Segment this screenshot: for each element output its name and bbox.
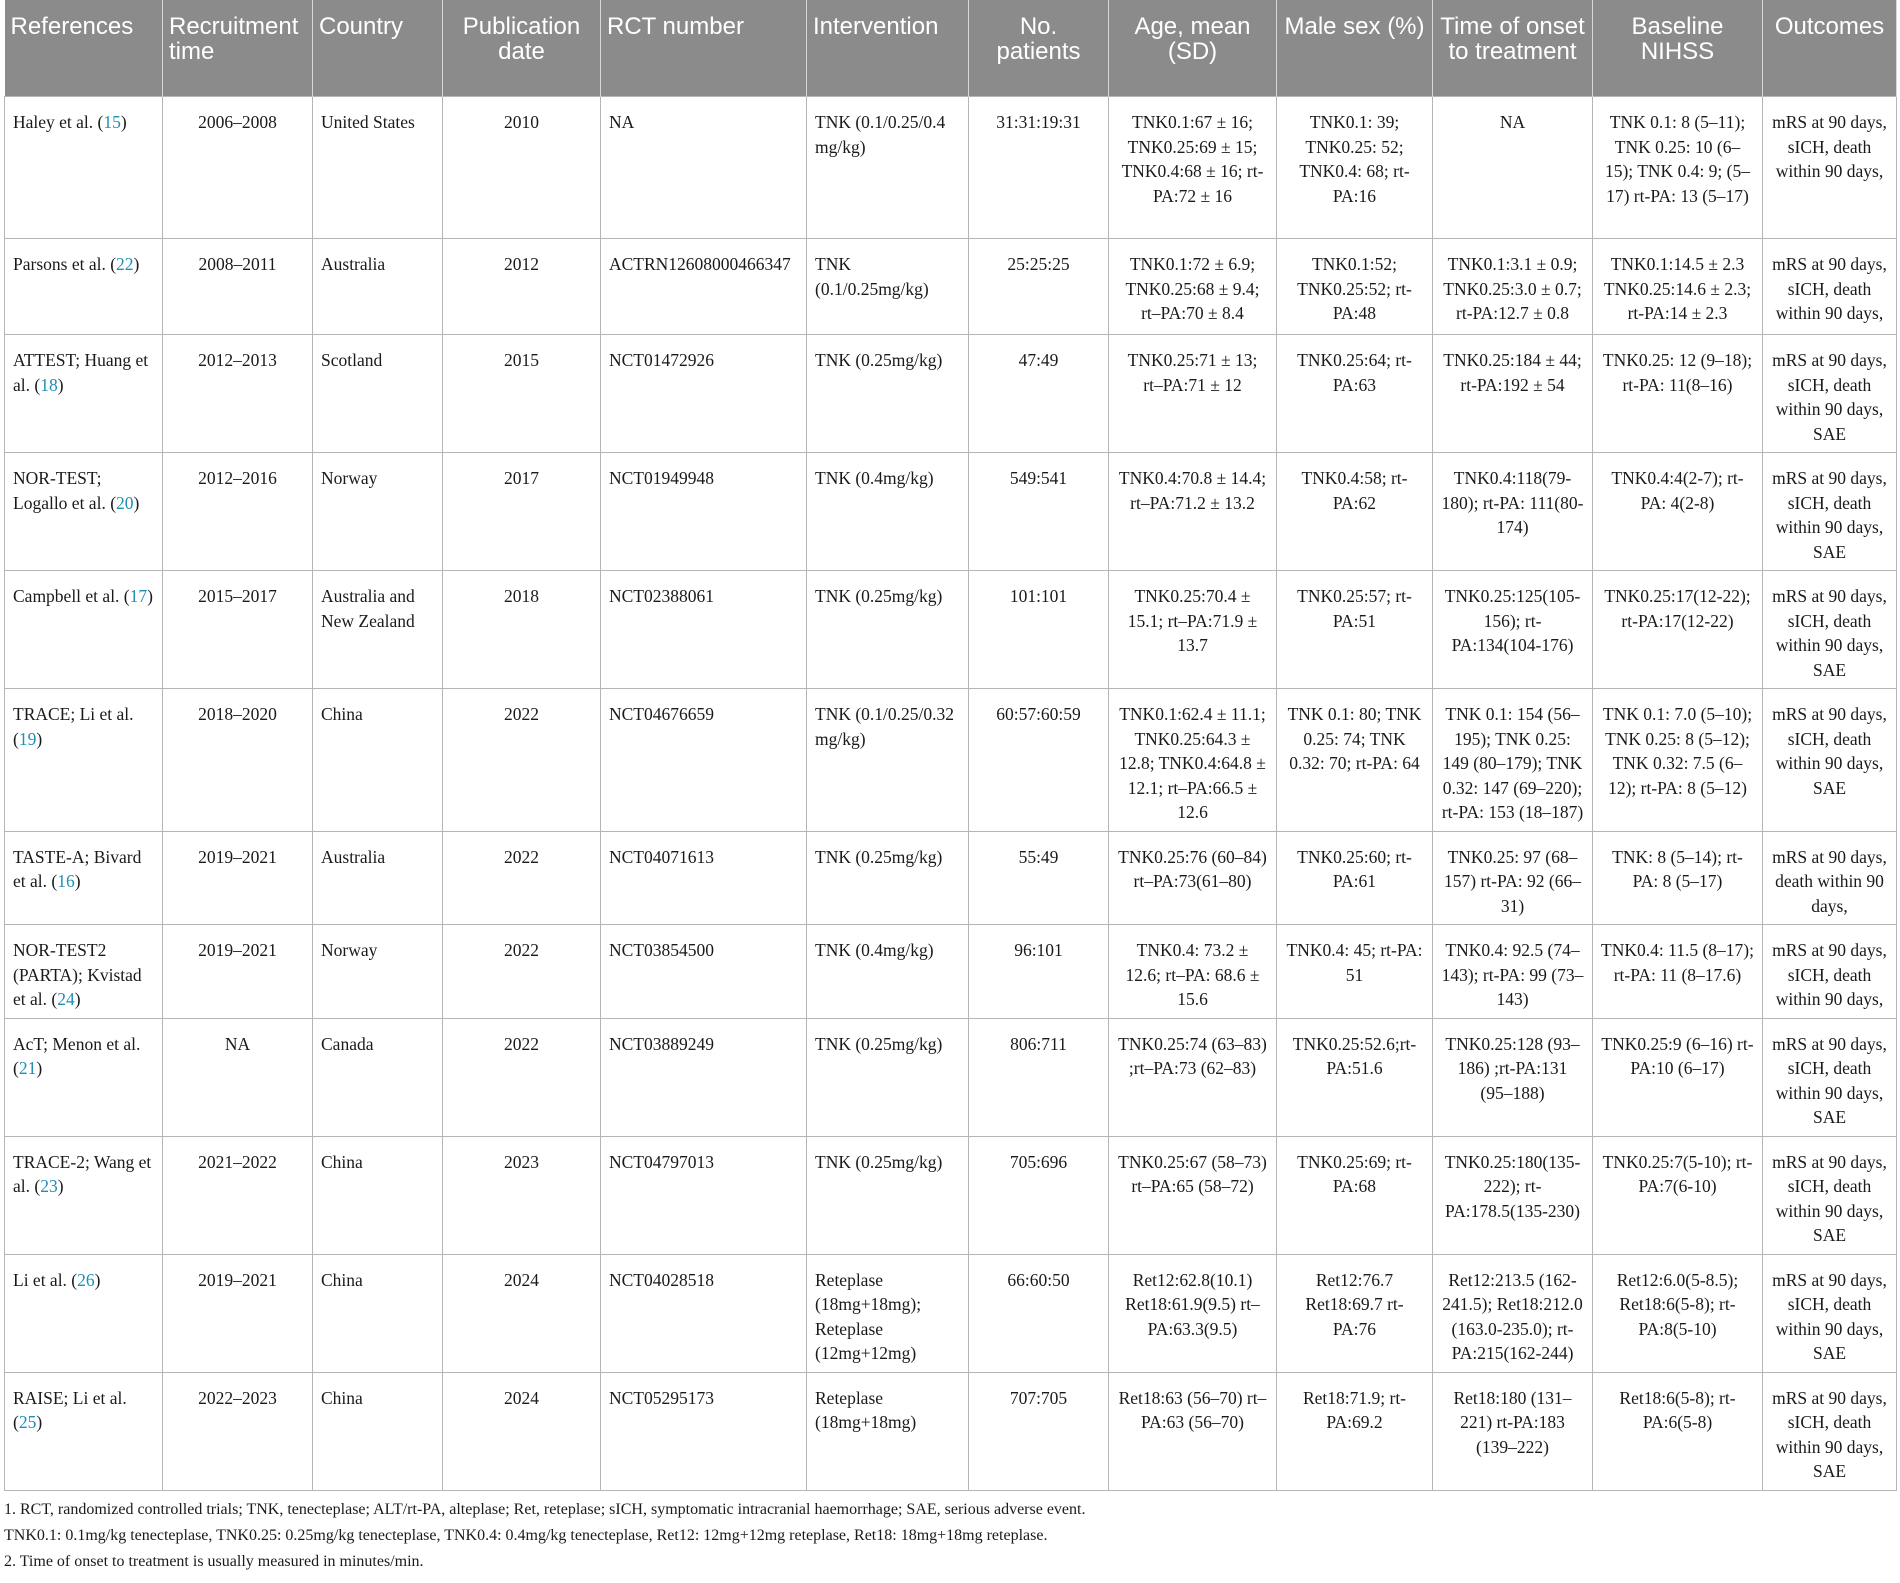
cell-age: TNK0.25:67 (58–73) rt–PA:65 (58–72) (1109, 1136, 1277, 1254)
cell-rct-number: NCT04028518 (601, 1254, 807, 1372)
cell-no-patients: 31:31:19:31 (969, 97, 1109, 239)
cell-no-patients: 549:541 (969, 453, 1109, 571)
cell-age: Ret18:63 (56–70) rt–PA:63 (56–70) (1109, 1372, 1277, 1490)
cell-rct-number: NCT02388061 (601, 571, 807, 689)
cell-age: TNK0.1:62.4 ± 11.1; TNK0.25:64.3 ± 12.8; TNK0.4:64.8 ± 12.1; rt–PA:66.5 ± 12.6 (1109, 689, 1277, 832)
cell-recruitment-time: 2008–2011 (163, 239, 313, 335)
reference-close-paren: ) (133, 254, 140, 274)
cell-publication-date: 2024 (443, 1254, 601, 1372)
cell-age: TNK0.4:70.8 ± 14.4; rt–PA:71.2 ± 13.2 (1109, 453, 1277, 571)
reference-close-paren: ) (36, 1412, 43, 1432)
cell-country: Canada (313, 1018, 443, 1136)
cell-publication-date: 2018 (443, 571, 601, 689)
cell-time-onset: TNK0.4: 92.5 (74–143); rt-PA: 99 (73–143) (1433, 925, 1593, 1019)
reference-text: NOR-TEST; Logallo et al. ( (13, 468, 117, 513)
cell-no-patients: 60:57:60:59 (969, 689, 1109, 832)
cell-country: Australia and New Zealand (313, 571, 443, 689)
cell-intervention: Reteplase (18mg+18mg) (807, 1372, 969, 1490)
cell-age: Ret12:62.8(10.1) Ret18:61.9(9.5) rt–PA:63.3(9.5) (1109, 1254, 1277, 1372)
col-header-rct-number: RCT number (601, 0, 807, 97)
cell-outcomes: mRS at 90 days, sICH, death within 90 days, SAE (1763, 1136, 1897, 1254)
cell-male-sex: TNK0.25:57; rt-PA:51 (1277, 571, 1433, 689)
reference-text: TRACE; Li et al. ( (13, 704, 134, 749)
cell-publication-date: 2010 (443, 97, 601, 239)
cell-reference (5, 571, 163, 689)
cell-intervention: TNK (0.1/0.25/0.4 mg/kg) (807, 97, 969, 239)
cell-country: United States (313, 97, 443, 239)
cell-male-sex: TNK0.1:52; TNK0.25:52; rt-PA:48 (1277, 239, 1433, 335)
cell-age: TNK0.25:74 (63–83) ;rt–PA:73 (62–83) (1109, 1018, 1277, 1136)
table-row (5, 1136, 1897, 1254)
cell-country: China (313, 1136, 443, 1254)
cell-reference (5, 831, 163, 925)
cell-baseline-nihss: TNK 0.1: 8 (5–11); TNK 0.25: 10 (6–15); TNK 0.4: 9; (5–17) rt-PA: 13 (5–17) (1593, 97, 1763, 239)
cell-time-onset: Ret12:213.5 (162-241.5); Ret18:212.0 (163.0-235.0); rt-PA:215(162-244) (1433, 1254, 1593, 1372)
table-row (5, 925, 1897, 1019)
cell-male-sex: Ret12:76.7 Ret18:69.7 rt-PA:76 (1277, 1254, 1433, 1372)
cell-outcomes: mRS at 90 days, sICH, death within 90 days, SAE (1763, 689, 1897, 832)
reference-close-paren: ) (147, 586, 153, 606)
cell-time-onset: Ret18:180 (131–221) rt-PA:183 (139–222) (1433, 1372, 1593, 1490)
cell-intervention: TNK (0.25mg/kg) (807, 335, 969, 453)
reference-close-paren: ) (36, 1058, 43, 1078)
cell-baseline-nihss: TNK0.1:14.5 ± 2.3 TNK0.25:14.6 ± 2.3; rt-PA:14 ± 2.3 (1593, 239, 1763, 335)
reference-close-paren: ) (94, 1269, 101, 1290)
reference-text: ATTEST; Huang et al. ( (13, 350, 149, 395)
reference-close-paren: ) (74, 989, 81, 1009)
cell-time-onset: TNK0.25:125(105-156); rt-PA:134(104-176) (1433, 571, 1593, 689)
table-row (5, 571, 1897, 689)
cell-baseline-nihss: TNK0.25:7(5-10); rt-PA:7(6-10) (1593, 1136, 1763, 1254)
cell-recruitment-time: 2021–2022 (163, 1136, 313, 1254)
footnote-abbreviations: 1. RCT, randomized controlled trials; TNK, tenecteplase; ALT/rt-PA, alteplase; Ret, reteplase; sICH, symptomatic intracranial haemorrhage; SAE, serious adverse event. (4, 1501, 1086, 1518)
cell-rct-number: NA (601, 97, 807, 239)
cell-intervention: TNK (0.25mg/kg) (807, 1136, 969, 1254)
table-row (5, 97, 1897, 239)
cell-reference (5, 1372, 163, 1490)
cell-no-patients: 25:25:25 (969, 239, 1109, 335)
cell-male-sex: TNK0.25:64; rt-PA:63 (1277, 335, 1433, 453)
col-header-references: References (5, 0, 163, 97)
cell-baseline-nihss: TNK 0.1: 7.0 (5–10); TNK 0.25: 8 (5–12); TNK 0.32: 7.5 (6–12); rt-PA: 8 (5–12) (1593, 689, 1763, 832)
cell-time-onset: TNK0.25:180(135-222); rt-PA:178.5(135-230) (1433, 1136, 1593, 1254)
cell-male-sex: TNK0.4: 45; rt-PA: 51 (1277, 925, 1433, 1019)
cell-time-onset: TNK0.1:3.1 ± 0.9; TNK0.25:3.0 ± 0.7; rt-PA:12.7 ± 0.8 (1433, 239, 1593, 335)
table-row (5, 831, 1897, 925)
cell-age: TNK0.4: 73.2 ± 12.6; rt–PA: 68.6 ± 15.6 (1109, 925, 1277, 1019)
cell-outcomes: mRS at 90 days, sICH, death within 90 days, SAE (1763, 453, 1897, 571)
cell-rct-number: ACTRN12608000466347 (601, 239, 807, 335)
cell-recruitment-time: 2018–2020 (163, 689, 313, 832)
cell-publication-date: 2017 (443, 453, 601, 571)
cell-rct-number: NCT04797013 (601, 1136, 807, 1254)
citation-link[interactable]: 24 (57, 989, 75, 1009)
cell-time-onset: TNK0.4:118(79-180); rt-PA: 111(80-174) (1433, 453, 1593, 571)
cell-reference (5, 1136, 163, 1254)
cell-baseline-nihss: TNK0.25: 12 (9–18); rt-PA: 11(8–16) (1593, 335, 1763, 453)
cell-country: Norway (313, 453, 443, 571)
citation-link[interactable]: 19 (18, 728, 37, 749)
cell-recruitment-time: 2015–2017 (163, 571, 313, 689)
cell-rct-number: NCT03889249 (601, 1018, 807, 1136)
cell-publication-date: 2022 (443, 925, 601, 1019)
cell-publication-date: 2012 (443, 239, 601, 335)
table-row (5, 689, 1897, 832)
cell-time-onset: NA (1433, 97, 1593, 239)
study-characteristics-table-container (4, 0, 1896, 1491)
cell-outcomes: mRS at 90 days, death within 90 days, (1763, 831, 1897, 925)
reference-text: NOR-TEST2 (PARTA); Kvistad et al. ( (13, 940, 142, 1009)
cell-reference (5, 1254, 163, 1372)
citation-link[interactable]: 18 (40, 374, 58, 395)
cell-country: China (313, 1254, 443, 1372)
cell-publication-date: 2023 (443, 1136, 601, 1254)
reference-close-paren: ) (36, 728, 43, 749)
cell-baseline-nihss: TNK0.25:9 (6–16) rt-PA:10 (6–17) (1593, 1018, 1763, 1136)
cell-age: TNK0.1:72 ± 6.9; TNK0.25:68 ± 9.4; rt–PA:70 ± 8.4 (1109, 239, 1277, 335)
table-row (5, 1018, 1897, 1136)
cell-no-patients: 55:49 (969, 831, 1109, 925)
table-body (5, 97, 1897, 1491)
col-header-country: Country (313, 0, 443, 97)
citation-link[interactable]: 20 (116, 492, 134, 513)
col-header-outcomes: Outcomes (1763, 0, 1897, 97)
cell-no-patients: 705:696 (969, 1136, 1109, 1254)
cell-recruitment-time: NA (163, 1018, 313, 1136)
cell-recruitment-time: 2012–2016 (163, 453, 313, 571)
col-header-no-patients: No. patients (969, 0, 1109, 97)
citation-link[interactable]: 17 (129, 586, 148, 606)
cell-male-sex: Ret18:71.9; rt-PA:69.2 (1277, 1372, 1433, 1490)
cell-publication-date: 2022 (443, 831, 601, 925)
citation-link[interactable]: 21 (18, 1058, 37, 1078)
table-row (5, 239, 1897, 335)
col-header-publication-date: Publication date (443, 0, 601, 97)
reference-text: Parsons et al. ( (13, 254, 117, 274)
col-header-recruitment-time: Recruitment time (163, 0, 313, 97)
cell-outcomes: mRS at 90 days, sICH, death within 90 days, SAE (1763, 335, 1897, 453)
cell-reference (5, 1018, 163, 1136)
cell-male-sex: TNK0.25:52.6;rt-PA:51.6 (1277, 1018, 1433, 1136)
cell-recruitment-time: 2012–2013 (163, 335, 313, 453)
citation-link[interactable]: 16 (57, 871, 75, 891)
reference-text: Haley et al. ( (13, 112, 104, 132)
cell-intervention: TNK (0.1/0.25mg/kg) (807, 239, 969, 335)
cell-baseline-nihss: TNK0.25:17(12-22); rt-PA:17(12-22) (1593, 571, 1763, 689)
cell-age: TNK0.1:67 ± 16; TNK0.25:69 ± 15; TNK0.4:68 ± 16; rt-PA:72 ± 16 (1109, 97, 1277, 239)
cell-country: China (313, 689, 443, 832)
cell-time-onset: TNK 0.1: 154 (56–195); TNK 0.25: 149 (80–179); TNK 0.32: 147 (69–220); rt-PA: 153 (18–187) (1433, 689, 1593, 832)
cell-male-sex: TNK0.4:58; rt-PA:62 (1277, 453, 1433, 571)
cell-baseline-nihss: TNK0.4: 11.5 (8–17); rt-PA: 11 (8–17.6) (1593, 925, 1763, 1019)
cell-baseline-nihss: TNK: 8 (5–14); rt-PA: 8 (5–17) (1593, 831, 1763, 925)
reference-close-paren: ) (133, 492, 140, 513)
cell-no-patients: 47:49 (969, 335, 1109, 453)
reference-text: TASTE-A; Bivard et al. ( (13, 846, 142, 891)
cell-intervention: TNK (0.25mg/kg) (807, 831, 969, 925)
cell-country: Australia (313, 239, 443, 335)
cell-recruitment-time: 2006–2008 (163, 97, 313, 239)
cell-intervention: TNK (0.4mg/kg) (807, 453, 969, 571)
cell-reference (5, 925, 163, 1019)
cell-outcomes: mRS at 90 days, sICH, death within 90 days, SAE (1763, 1254, 1897, 1372)
cell-age: TNK0.25:76 (60–84) rt–PA:73(61–80) (1109, 831, 1277, 925)
reference-text: AcT; Menon et al. ( (13, 1033, 141, 1078)
cell-rct-number: NCT05295173 (601, 1372, 807, 1490)
table-footnotes (4, 1497, 1884, 1575)
col-header-male-sex: Male sex (%) (1277, 0, 1433, 97)
footnote-time-units: 2. Time of onset to treatment is usually measured in minutes/min. (4, 1553, 424, 1570)
reference-close-paren: ) (57, 1176, 64, 1196)
cell-no-patients: 707:705 (969, 1372, 1109, 1490)
cell-outcomes: mRS at 90 days, sICH, death within 90 days, (1763, 239, 1897, 335)
header-row (5, 0, 1897, 97)
cell-rct-number: NCT04676659 (601, 689, 807, 832)
cell-country: Australia (313, 831, 443, 925)
table-row (5, 453, 1897, 571)
cell-age: TNK0.25:71 ± 13; rt–PA:71 ± 12 (1109, 335, 1277, 453)
col-header-intervention: Intervention (807, 0, 969, 97)
cell-recruitment-time: 2019–2021 (163, 1254, 313, 1372)
cell-intervention: Reteplase (18mg+18mg); Reteplase (12mg+12mg) (807, 1254, 969, 1372)
cell-rct-number: NCT04071613 (601, 831, 807, 925)
cell-outcomes: mRS at 90 days, sICH, death within 90 days, (1763, 97, 1897, 239)
cell-reference (5, 97, 163, 239)
cell-outcomes: mRS at 90 days, sICH, death within 90 days, SAE (1763, 571, 1897, 689)
study-characteristics-table (4, 0, 1897, 1491)
cell-publication-date: 2015 (443, 335, 601, 453)
cell-male-sex: TNK0.1: 39; TNK0.25: 52; TNK0.4: 68; rt-PA:16 (1277, 97, 1433, 239)
cell-male-sex: TNK0.25:69; rt-PA:68 (1277, 1136, 1433, 1254)
footnote-dose-definitions: TNK0.1: 0.1mg/kg tenecteplase, TNK0.25: 0.25mg/kg tenecteplase, TNK0.4: 0.4mg/kg tenecteplase, Ret12: 12mg+12mg reteplase, Ret18: 18mg+18mg reteplase. (4, 1527, 1048, 1544)
cell-intervention: TNK (0.4mg/kg) (807, 925, 969, 1019)
col-header-baseline-nihss: Baseline NIHSS (1593, 0, 1763, 97)
cell-baseline-nihss: Ret12:6.0(5-8.5); Ret18:6(5-8); rt-PA:8(5-10) (1593, 1254, 1763, 1372)
citation-link[interactable]: 15 (103, 112, 121, 132)
citation-link[interactable]: 26 (77, 1269, 95, 1290)
cell-publication-date: 2022 (443, 689, 601, 832)
cell-male-sex: TNK0.25:60; rt-PA:61 (1277, 831, 1433, 925)
cell-publication-date: 2024 (443, 1372, 601, 1490)
cell-age: TNK0.25:70.4 ± 15.1; rt–PA:71.9 ± 13.7 (1109, 571, 1277, 689)
cell-baseline-nihss: Ret18:6(5-8); rt-PA:6(5-8) (1593, 1372, 1763, 1490)
cell-reference (5, 239, 163, 335)
citation-link[interactable]: 25 (18, 1412, 37, 1432)
cell-outcomes: mRS at 90 days, sICH, death within 90 days, (1763, 925, 1897, 1019)
reference-text: TRACE-2; Wang et al. ( (13, 1151, 152, 1196)
cell-intervention: TNK (0.25mg/kg) (807, 571, 969, 689)
cell-no-patients: 101:101 (969, 571, 1109, 689)
cell-rct-number: NCT01949948 (601, 453, 807, 571)
col-header-age: Age, mean (SD) (1109, 0, 1277, 97)
citation-link[interactable]: 23 (40, 1176, 58, 1196)
reference-close-paren: ) (120, 112, 127, 132)
cell-time-onset: TNK0.25: 97 (68–157) rt-PA: 92 (66–31) (1433, 831, 1593, 925)
cell-recruitment-time: 2019–2021 (163, 831, 313, 925)
table-row (5, 335, 1897, 453)
cell-recruitment-time: 2022–2023 (163, 1372, 313, 1490)
table-row (5, 1372, 1897, 1490)
cell-rct-number: NCT03854500 (601, 925, 807, 1019)
reference-text: Campbell et al. ( (13, 586, 130, 606)
cell-reference (5, 689, 163, 832)
cell-time-onset: TNK0.25:184 ± 44; rt-PA:192 ± 54 (1433, 335, 1593, 453)
cell-country: Scotland (313, 335, 443, 453)
cell-recruitment-time: 2019–2021 (163, 925, 313, 1019)
cell-reference (5, 335, 163, 453)
cell-time-onset: TNK0.25:128 (93–186) ;rt-PA:131 (95–188) (1433, 1018, 1593, 1136)
cell-country: Norway (313, 925, 443, 1019)
cell-intervention: TNK (0.25mg/kg) (807, 1018, 969, 1136)
cell-intervention: TNK (0.1/0.25/0.32 mg/kg) (807, 689, 969, 832)
col-header-time-onset: Time of onset to treatment (1433, 0, 1593, 97)
cell-country: China (313, 1372, 443, 1490)
cell-no-patients: 66:60:50 (969, 1254, 1109, 1372)
cell-male-sex: TNK 0.1: 80; TNK 0.25: 74; TNK 0.32: 70; rt-PA: 64 (1277, 689, 1433, 832)
cell-reference (5, 453, 163, 571)
cell-outcomes: mRS at 90 days, sICH, death within 90 days, SAE (1763, 1018, 1897, 1136)
citation-link[interactable]: 22 (116, 254, 134, 274)
reference-close-paren: ) (74, 871, 81, 891)
reference-close-paren: ) (57, 374, 64, 395)
cell-baseline-nihss: TNK0.4:4(2-7); rt-PA: 4(2-8) (1593, 453, 1763, 571)
cell-outcomes: mRS at 90 days, sICH, death within 90 days, SAE (1763, 1372, 1897, 1490)
cell-no-patients: 806:711 (969, 1018, 1109, 1136)
table-row (5, 1254, 1897, 1372)
cell-publication-date: 2022 (443, 1018, 601, 1136)
reference-text: Li et al. ( (13, 1269, 78, 1290)
cell-no-patients: 96:101 (969, 925, 1109, 1019)
cell-rct-number: NCT01472926 (601, 335, 807, 453)
reference-text: RAISE; Li et al. ( (13, 1387, 127, 1432)
